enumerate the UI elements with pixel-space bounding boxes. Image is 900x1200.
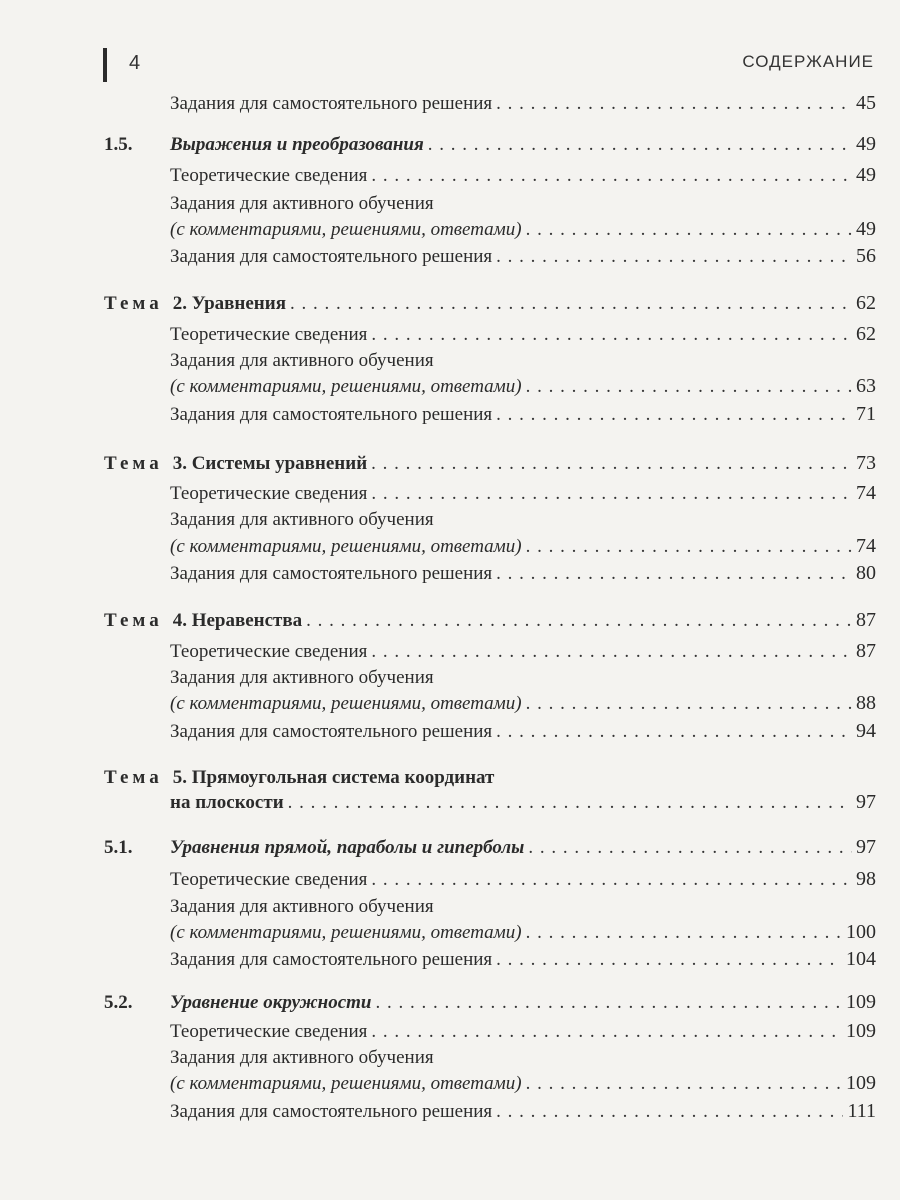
leader-dots [496,402,852,428]
toc-entry[interactable] [170,162,876,189]
leader-dots [371,867,852,893]
toc-entry-subtitle: (с комментариями, решениями, ответами) [170,1073,522,1094]
toc-page-number: 62 [856,323,876,345]
toc-entry[interactable] [170,401,876,428]
toc-entry-title: Задания для активного обучения [170,1047,434,1068]
toc-page-number: 97 [856,836,876,858]
toc-entry-line[interactable] [170,191,434,217]
toc-page-number: 49 [856,164,876,186]
toc-page-number: 109 [846,991,876,1013]
leader-dots [526,691,852,717]
topic-prefix: Тема [104,767,163,788]
margin-bar [103,48,107,82]
leader-dots [526,920,842,946]
toc-entry[interactable] [170,560,876,587]
toc-entry[interactable] [170,919,876,946]
section-number: 5.1. [104,837,133,858]
toc-page-number: 104 [846,948,876,970]
topic-title: 5. Прямоугольная система координат [172,767,495,788]
toc-entry-line[interactable] [170,1045,434,1071]
leader-dots [371,163,852,189]
toc-entry[interactable] [170,638,876,665]
leader-dots [496,91,852,117]
toc-entry-title: Теоретические сведения [170,641,368,662]
toc-entry[interactable] [170,866,876,893]
leader-dots [371,451,852,477]
toc-entry-title: Задания для самостоятельного решения [170,721,493,742]
toc-page-number: 98 [856,868,876,890]
toc-entry[interactable] [170,1098,876,1125]
leader-dots [496,1099,843,1125]
toc-entry[interactable] [170,243,876,270]
page-number: 4 [129,52,141,74]
toc-entry-title: Задания для активного обучения [170,350,434,371]
leader-dots [290,291,852,317]
toc-topic[interactable] [104,765,876,791]
section-title: Уравнения прямой, параболы и гиперболы [170,837,525,858]
section-number: 1.5. [104,134,133,155]
section-title: Выражения и преобразования [170,134,424,155]
toc-page-number: 63 [856,375,876,397]
toc-entry-title: Задания для самостоятельного решения [170,404,493,425]
toc-page-number: 62 [856,292,876,314]
toc-entry-subtitle: (с комментариями, решениями, ответами) [170,922,522,943]
toc-entry-subtitle: (с комментариями, решениями, ответами) [170,693,522,714]
leader-dots [526,217,852,243]
toc-section[interactable] [104,989,876,1016]
toc-entry[interactable] [170,946,876,973]
toc-page-number: 109 [846,1072,876,1094]
leader-dots [496,561,852,587]
toc-entry-title: Задания для самостоятельного решения [170,1101,493,1122]
running-title: СОДЕРЖАНИЕ [742,52,874,71]
topic-title: 4. Неравенства [172,610,303,631]
leader-dots [526,374,852,400]
leader-dots [371,322,852,348]
toc-topic[interactable] [104,450,876,477]
toc-entry[interactable] [170,373,876,400]
leader-dots [496,719,852,745]
toc-section[interactable] [104,834,876,861]
toc-entry-title: Теоретические сведения [170,1021,368,1042]
toc-entry-title: Теоретические сведения [170,324,368,345]
toc-entry[interactable] [170,1070,876,1097]
toc-entry-title: Задания для активного обучения [170,896,434,917]
toc-page-number: 74 [856,535,876,557]
toc-entry-title: Задания для самостоятельного решения [170,563,493,584]
toc-topic-continuation[interactable] [170,789,876,816]
toc-entry-title: Задания для самостоятельного решения [170,246,493,267]
leader-dots [371,481,852,507]
toc-entry-title: Теоретические сведения [170,869,368,890]
toc-entry-line[interactable] [170,348,434,374]
leader-dots [526,534,852,560]
leader-dots [526,1071,842,1097]
toc-entry-title: Задания для активного обучения [170,193,434,214]
toc-entry-title: Задания для активного обучения [170,667,434,688]
toc-page-number: 111 [847,1100,876,1122]
leader-dots [306,608,852,634]
toc-page-number: 109 [846,1020,876,1042]
toc-entry-subtitle: (с комментариями, решениями, ответами) [170,536,522,557]
toc-entry-title: Задания для самостоятельного решения [170,93,493,114]
topic-title: 2. Уравнения [172,293,286,314]
toc-page-number: 87 [856,609,876,631]
toc-page-number: 94 [856,720,876,742]
section-title: Уравнение окружности [170,992,372,1013]
toc-entry-title: Задания для активного обучения [170,509,434,530]
toc-entry[interactable] [170,1018,876,1045]
topic-prefix: Тема [104,293,163,314]
toc-entry[interactable] [170,533,876,560]
section-number: 5.2. [104,992,133,1013]
toc-page-number: 88 [856,692,876,714]
toc-entry-title: Задания для самостоятельного решения [170,949,493,970]
toc-page-number: 71 [856,403,876,425]
topic-prefix: Тема [104,453,163,474]
toc-page-number: 73 [856,452,876,474]
leader-dots [371,639,852,665]
toc-entry[interactable] [170,216,876,243]
leader-dots [428,132,852,158]
topic-prefix: Тема [104,610,163,631]
toc-page-number: 49 [856,218,876,240]
toc-entry-line[interactable] [170,894,434,920]
toc-page-number: 74 [856,482,876,504]
toc-entry-title: Теоретические сведения [170,483,368,504]
toc-entry[interactable] [170,321,876,348]
topic-title-continued: на плоскости [170,792,284,813]
toc-entry[interactable] [170,718,876,745]
toc-entry-line[interactable] [170,507,434,533]
toc-page-number: 45 [856,92,876,114]
leader-dots [528,835,852,861]
leader-dots [496,244,852,270]
leader-dots [496,947,842,973]
toc-page-number: 49 [856,133,876,155]
toc-topic[interactable] [104,290,876,317]
toc-entry-subtitle: (с комментариями, решениями, ответами) [170,376,522,397]
toc-page-number: 87 [856,640,876,662]
toc-entry[interactable] [170,480,876,507]
toc-entry[interactable] [170,690,876,717]
toc-topic[interactable] [104,607,876,634]
leader-dots [376,990,843,1016]
toc-entry-subtitle: (с комментариями, решениями, ответами) [170,219,522,240]
toc-section[interactable] [104,131,876,158]
toc-page-number: 97 [856,791,876,813]
topic-title: 3. Системы уравнений [172,453,368,474]
toc-entry-title: Теоретические сведения [170,165,368,186]
toc-entry-line[interactable] [170,665,434,691]
leader-dots [288,790,852,816]
toc-entry[interactable] [170,90,876,117]
toc-page-number: 56 [856,245,876,267]
toc-page-number: 80 [856,562,876,584]
leader-dots [371,1019,842,1045]
toc-page-number: 100 [846,921,876,943]
